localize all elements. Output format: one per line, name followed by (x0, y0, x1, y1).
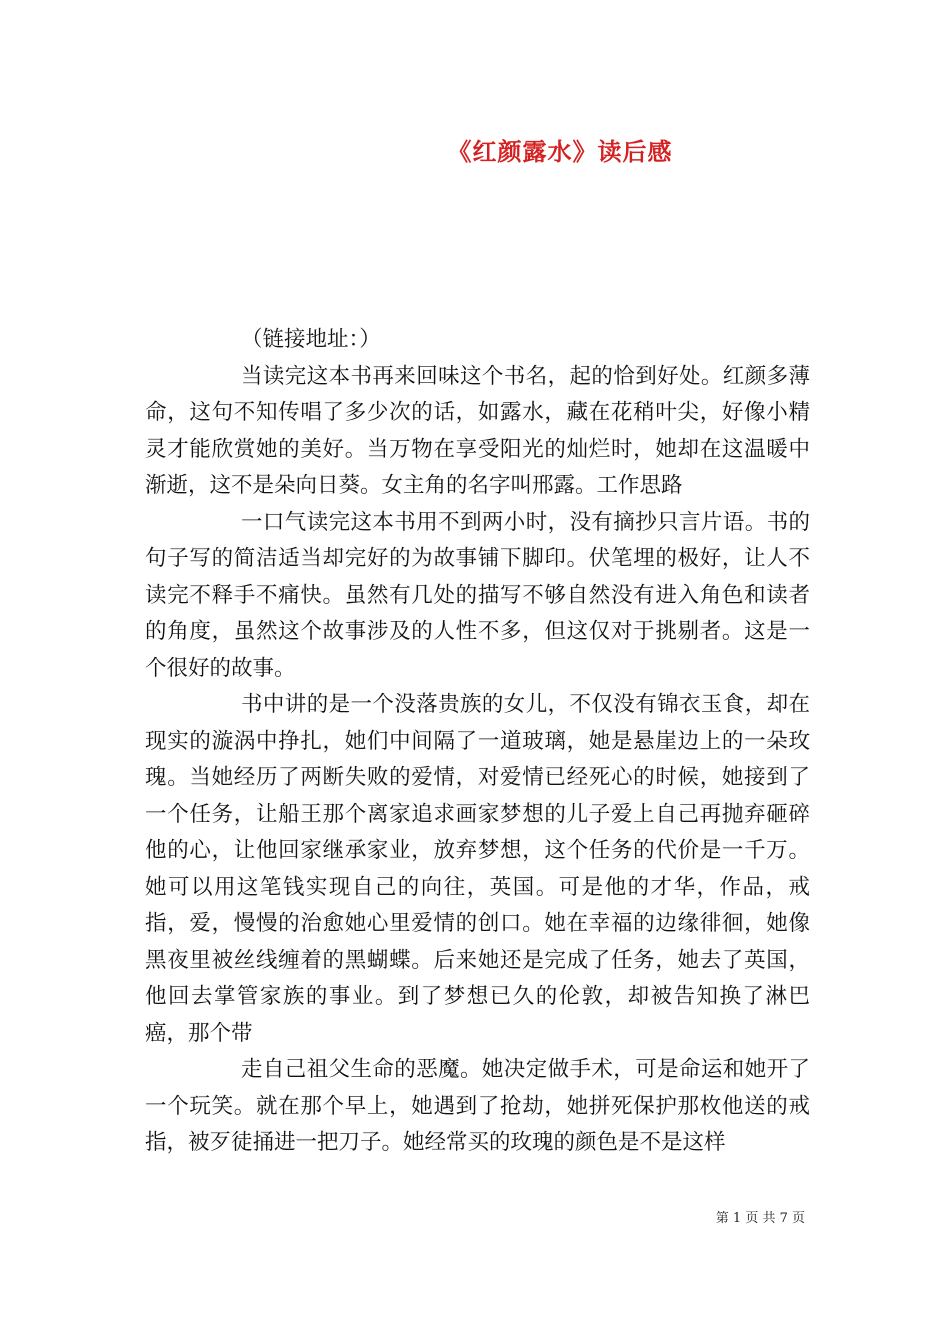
document-body (145, 322, 810, 1162)
link-address-line: （链接地址：） (241, 327, 381, 352)
document-title: 《红颜露水》读后感 (447, 137, 673, 166)
paragraph-4: 走自己祖父生命的恶魔。她决定做手术，可是命运和她开了一个玩笑。就在那个早上，她遇到了抢劫，她拼死保护那枚他送的戒指，被歹徒捅进一把刀子。她经常买的玫瑰的颜色是不是这样 (145, 1057, 810, 1155)
page-number-footer: 第 1 页 共 7 页 (715, 1211, 805, 1226)
paragraph-2: 一口气读完这本书用不到两小时，没有摘抄只言片语。书的句子写的简洁适当却完好的为故事铺下脚印。伏笔埋的极好，让人不读完不释手不痛快。虽然有几处的描写不够自然没有进入角色和读者的角度，虽然这个故事涉及的人性不多，但这仅对于挑剔者。这是一个很好的故事。 (145, 509, 810, 681)
paragraph-1: 当读完这本书再来回味这个书名，起的恰到好处。红颜多薄命，这句不知传唱了多少次的话，如露水，藏在花稍叶尖，好像小精灵才能欣赏她的美好。当万物在享受阳光的灿烂时，她却在这温暖中渐逝，这不是朵向日葵。女主角的名字叫邢露。工作思路 (145, 363, 810, 498)
paragraph-3: 书中讲的是一个没落贵族的女儿，不仅没有锦衣玉食，却在现实的漩涡中挣扎，她们中间隔了一道玻璃，她是悬崖边上的一朵玫瑰。当她经历了两断失败的爱情，对爱情已经死心的时候，她接到了一个任务，让船王那个离家追求画家梦想的儿子爱上自己再抛弃砸碎他的心，让他回家继承家业，放弃梦想，这个任务的代价是一千万。她可以用这笔钱实现自己的向往，英国。可是他的才华，作品，戒指，爱，慢慢的治愈她心里爱情的创口。她在幸福的边缘徘徊，她像黑夜里被丝线缠着的黑蝴蝶。后来她还是完成了任务，她去了英国，他回去掌管家族的事业。到了梦想已久的伦敦，却被告知换了淋巴癌，那个带 (145, 692, 810, 1046)
